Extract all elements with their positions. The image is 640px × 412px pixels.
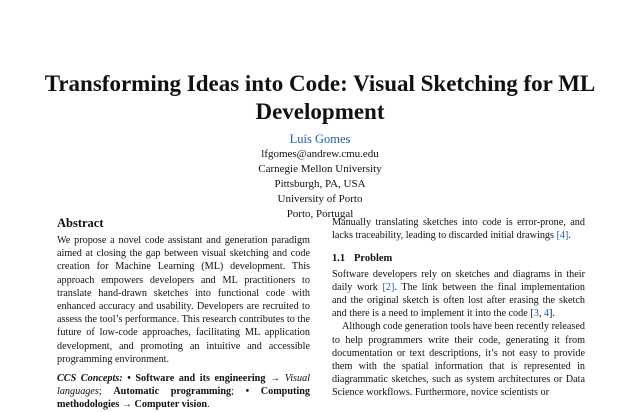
section-title: Problem [354,253,393,265]
p1-end: . [552,308,555,320]
left-column [57,216,310,412]
p1-text-a: Software developers rely on sketches and diagrams in their daily work [332,268,585,293]
intro-end: . [568,230,571,242]
author-location-1: Pittsburgh, PA, USA [274,178,366,190]
p1-text-b: . The link between the final implementation and the original sketch is often lost after erasing the sketch and there is a need to implement it into the code [332,281,585,320]
author-email: lfgomes@andrew.cmu.edu [261,148,379,160]
citation-4b[interactable]: 4 [543,308,550,320]
paper-title: Transforming Ideas into Code: Visual Sketching for ML Development [44,71,596,124]
ccs-bullet-3: • Computing methodologies [57,386,310,411]
ccs-arrow-2: → [119,399,135,411]
problem-paragraph-1: Software developers rely on sketches and diagrams in their daily work [2]. The link between the final implementation and the original sketch is often lost after erasing the sketch and there is a need to implement it into the code [3, 4]. [332,268,585,320]
section-number: 1.1 [332,253,346,265]
right-column [332,216,585,400]
author-affiliation-2: University of Porto [277,193,363,205]
author-affiliation-1: Carnegie Mellon University [258,163,382,175]
ccs-bullet-2: Automatic programming [113,386,232,398]
citation-4[interactable]: [4] [556,230,569,242]
intro-paragraph [332,216,585,242]
citation-2[interactable]: [2] [382,281,395,293]
author-name: Luís Gomes [289,132,351,146]
author-location-2: Porto, Portugal [286,208,354,220]
citation-3[interactable]: 3 [533,308,539,320]
ccs-concepts [57,372,310,412]
ccs-arrow-1: → [265,373,285,385]
ccs-item-1: Visual languages [57,373,311,398]
ccs-bullet-1: • Software and its engineering [127,373,266,385]
ccs-sep-2: ; [231,386,246,398]
ccs-end: . [207,399,210,411]
ccs-item-3: Computer vision [134,399,208,411]
section-heading [332,252,585,265]
author-block [170,131,470,222]
problem-paragraph-2: Although code generation tools have been recently released to help programmers write their code, generating it from documentation or text descriptions, it’s not easy to provide them with the spatial information that is represented in diagrammatic sketches, such as system architectures or Data Science workflows. Furthermore, novice scientists or [332,321,585,399]
ccs-label: CCS Concepts: [57,373,123,385]
abstract-text: We propose a novel code assistant and generation paradigm aimed at closing the gap between visual sketching and code creation for Machine Learning (ML) development. This approach empowers developers and ML practitioners to translate hand-drawn sketches into functional code with enhanced accuracy and usability. Developers are recruited to assess the tool’s performance. This research contributes to the future of low-code approaches, facilitating ML application development, and promoting an intuitive and accessible programming environment. [57,235,310,365]
ccs-sep-1: ; [98,386,114,398]
abstract-heading: Abstract [57,216,104,230]
intro-text: Manually translating sketches into code is error-prone, and lacks traceability, leading to discarded initial drawings [332,217,585,242]
